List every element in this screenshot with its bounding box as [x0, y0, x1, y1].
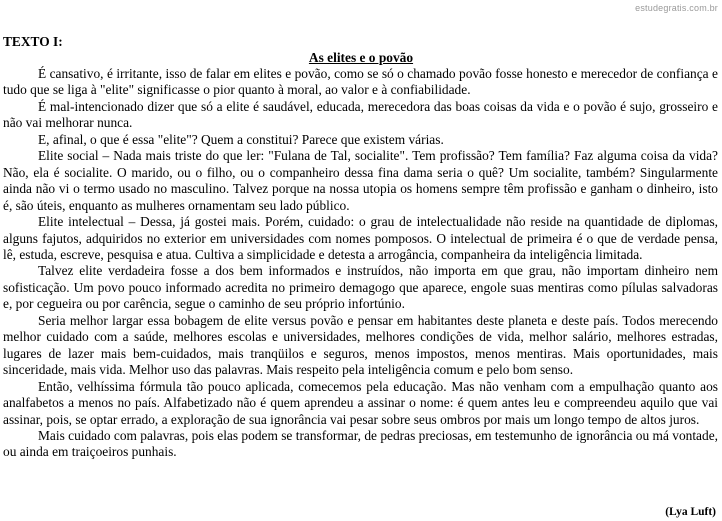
- paragraph: É cansativo, é irritante, isso de falar em elites e povão, como se só o chamado povão fosse honesto e merecedor de confiança e tudo que se liga à "elite" significasse o pior quanto à moral, ao valor e à confiabilidade.: [3, 66, 718, 98]
- paragraph: E, afinal, o que é essa "elite"? Quem a constitui? Parece que existem várias.: [38, 131, 444, 147]
- document-body: [3, 66, 718, 461]
- paragraph: É mal-intencionado dizer que só a elite é saudável, educada, merecedora das boas coisas da vida e o povão é sujo, grosseiro e não vai melhorar nunca.: [3, 98, 718, 131]
- site-watermark: estudegratis.com.br: [635, 3, 718, 13]
- document-title: As elites e o povão: [308, 50, 414, 65]
- paragraph: Elite social – Nada mais triste do que ler: "Fulana de Tal, socialite". Tem profissão? Tem família? Faz alguma coisa da vida? Não, ela é socialite. O marido, ou o filho, ou o companheiro dessa fina dama seria o quê? Um socialite, também? Singularmente ainda não vi o termo usado no masculino. Talvez porque na nossa utopia os homens sempre têm profissão e ganham o dinheiro, isto é, são úteis, enquanto as mulheres ornamentam seu lado público.: [3, 148, 718, 213]
- paragraph: Então, velhíssima fórmula tão pouco aplicada, comecemos pela educação. Mas não venham com a empulhação quanto aos analfabetos a menos no país. Alfabetizado não é quem aprendeu a assinar o nome: é quem antes leu e compreendeu aquilo que vai assinar, pois, se optar errado, a exploração de sua ignorância vai pesar sobre seus ombros por mais um longo tempo de altos juros.: [3, 378, 718, 427]
- text-label: TEXTO I:: [3, 34, 63, 49]
- paragraph: Elite intelectual – Dessa, já gostei mais. Porém, cuidado: o grau de intelectualidade não reside na quantidade de diplomas, alguns fajutos, adquiridos no exterior em universidades com nomes pomposos. O intelectual de primeira é o que de verdade pensa, lê, estuda, escreve, pesquisa e atua. Cultiva a simplicidade e detesta a arrogância, companheira da inteligência limitada.: [3, 214, 718, 262]
- paragraph: Mais cuidado com palavras, pois elas podem se transformar, de pedras preciosas, em testemunho de ignorância ou má vontade, ou ainda em traiçoeiros punhais.: [3, 427, 718, 460]
- author-credit: (Lya Luft): [665, 506, 716, 518]
- paragraph: Seria melhor largar essa bobagem de elite versus povão e pensar em habitantes deste planeta e deste país. Todos merecendo melhor cuidado com a saúde, melhores escolas e universidades, melhores condições de vida, melhor salário, melhores estradas, lugares de lazer mais bem-cuidados, mais tranqüilos e seguros, menos impostos, menos mentiras. Mais oportunidades, mais sinceridade, mais vida. Melhor uso das palavras. Mais respeito pela inteligência comum e pelo bom senso.: [3, 312, 718, 378]
- paragraph: Talvez elite verdadeira fosse a dos bem informados e instruídos, não importa em que grau, não importam dinheiro nem sofisticação. Um povo pouco informado acredita no primeiro demagogo que aparece, engole suas mentiras como pílulas salvadoras e, por cegueira ou por carência, segue o caminho de seu próprio infortúnio.: [3, 263, 718, 312]
